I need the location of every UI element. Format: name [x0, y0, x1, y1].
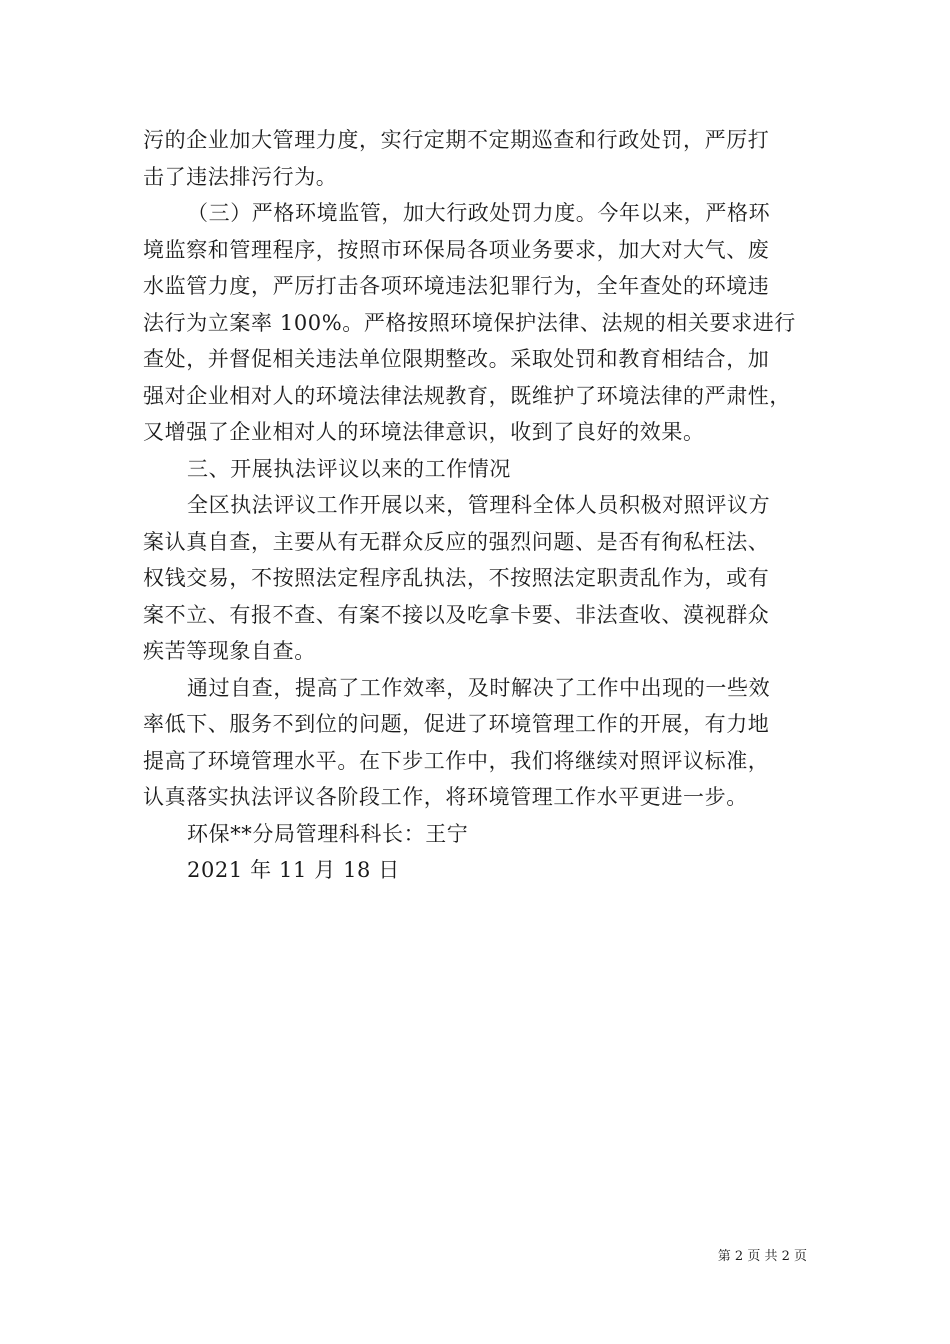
text-line: 提高了环境管理水平。在下步工作中，我们将继续对照评议标准，: [143, 748, 770, 773]
text-line: 境监察和管理程序，按照市环保局各项业务要求，加大对大气、废: [143, 237, 770, 262]
text-line: 权钱交易，不按照法定程序乱执法，不按照法定职责乱作为，或有: [143, 566, 770, 590]
text-line: 案认真自查，主要从有无群众反应的强烈问题、是否有徇私枉法、: [143, 529, 770, 554]
text-line: 污的企业加大管理力度，实行定期不定期巡查和行政处罚，严厉打: [143, 128, 770, 152]
document-body: [143, 122, 823, 889]
text-line: 水监管力度，严厉打击各项环境违法犯罪行为，全年查处的环境违: [143, 274, 770, 298]
text-line: 三、开展执法评议以来的工作情况: [187, 456, 511, 481]
text-line: （三）严格环境监管，加大行政处罚力度。今年以来，严格环: [187, 201, 771, 225]
text-line: 率低下、服务不到位的问题，促进了环境管理工作的开展，有力地: [143, 712, 770, 736]
text-line: 2021 年 11 月 18 日: [187, 858, 400, 882]
text-line: 认真落实执法评议各阶段工作，将环境管理工作水平更进一步。: [143, 785, 748, 809]
text-line: 环保**分局管理科科长：王宁: [187, 821, 469, 846]
text-line: 案不立、有报不查、有案不接以及吃拿卡要、非法查收、漠视群众: [143, 602, 770, 627]
text-line: 查处，并督促相关违法单位限期整改。采取处罚和教育相结合，加: [143, 347, 770, 371]
text-line: 又增强了企业相对人的环境法律意识，收到了良好的效果。: [143, 420, 705, 444]
text-line: 疾苦等现象自查。: [143, 639, 316, 663]
text-line: 通过自查，提高了工作效率，及时解决了工作中出现的一些效: [187, 675, 771, 700]
page-number: 第 2 页 共 2 页: [717, 1249, 807, 1264]
text-line: 强对企业相对人的环境法律法规教育，既维护了环境法律的严肃性，: [143, 383, 791, 408]
text-line: 击了违法排污行为。: [143, 164, 338, 189]
text-line: 法行为立案率 100%。严格按照环境保护法律、法规的相关要求进行: [143, 310, 796, 335]
text-line: 全区执法评议工作开展以来，管理科全体人员积极对照评议方: [187, 493, 771, 517]
